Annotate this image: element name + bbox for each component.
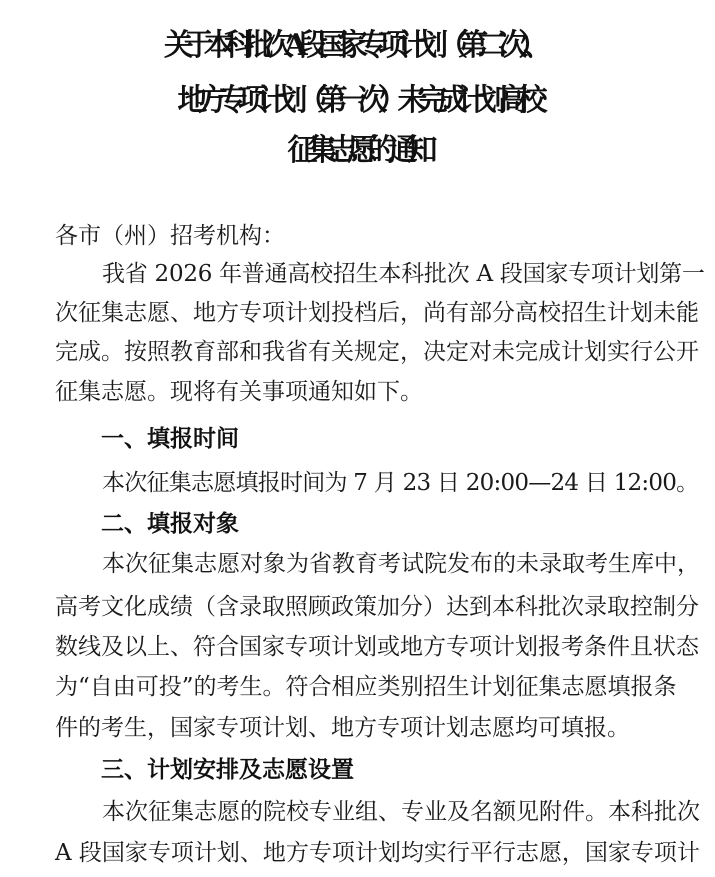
document-title-line-2: 地方专项计划（第一次）未完成计划高校 xyxy=(177,83,538,118)
paragraph-1-line-2: 次征集志愿、地方专项计划投档后，尚有部分高校招生计划未能 xyxy=(55,300,699,326)
section-1-heading: 一、填报时间 xyxy=(101,426,239,452)
section-2-line-3: 数线及以上、符合国家专项计划或地方专项计划报考条件且状态 xyxy=(55,634,699,660)
paragraph-1-line-4: 征集志愿。现将有关事项通知如下。 xyxy=(55,379,423,405)
section-3-line-2: A 段国家专项计划、地方专项计划均实行平行志愿，国家专项计 xyxy=(55,840,700,866)
section-2-line-2: 高考文化成绩（含录取照顾政策加分）达到本科批次录取控制分 xyxy=(55,594,699,620)
section-3-line-1: 本次征集志愿的院校专业组、专业及名额见附件。本科批次 xyxy=(102,799,700,825)
document-title-line-1: 关于本科批次 A 段国家专项计划（第二次）、 xyxy=(163,28,544,63)
salutation: 各市（州）招考机构： xyxy=(55,223,285,249)
section-2-line-5: 件的考生，国家专项计划、地方专项计划志愿均可填报。 xyxy=(55,715,630,741)
section-2-heading: 二、填报对象 xyxy=(101,511,239,537)
paragraph-1-line-1: 我省 2026 年普通高校招生本科批次 A 段国家专项计划第一 xyxy=(102,261,705,287)
section-3-heading: 三、计划安排及志愿设置 xyxy=(101,757,354,783)
section-2-line-4: 为“自由可投”的考生。符合相应类别招生计划征集志愿填报条 xyxy=(55,674,677,700)
section-2-line-1: 本次征集志愿对象为省教育考试院发布的未录取考生库中， xyxy=(102,551,700,577)
section-1-line-1: 本次征集志愿填报时间为 7 月 23 日 20:00—24 日 12:00。 xyxy=(102,470,699,496)
paragraph-1-line-3: 完成。按照教育部和我省有关规定，决定对未完成计划实行公开 xyxy=(55,339,699,365)
document-title-line-3: 征集志愿的通知 xyxy=(287,133,428,168)
